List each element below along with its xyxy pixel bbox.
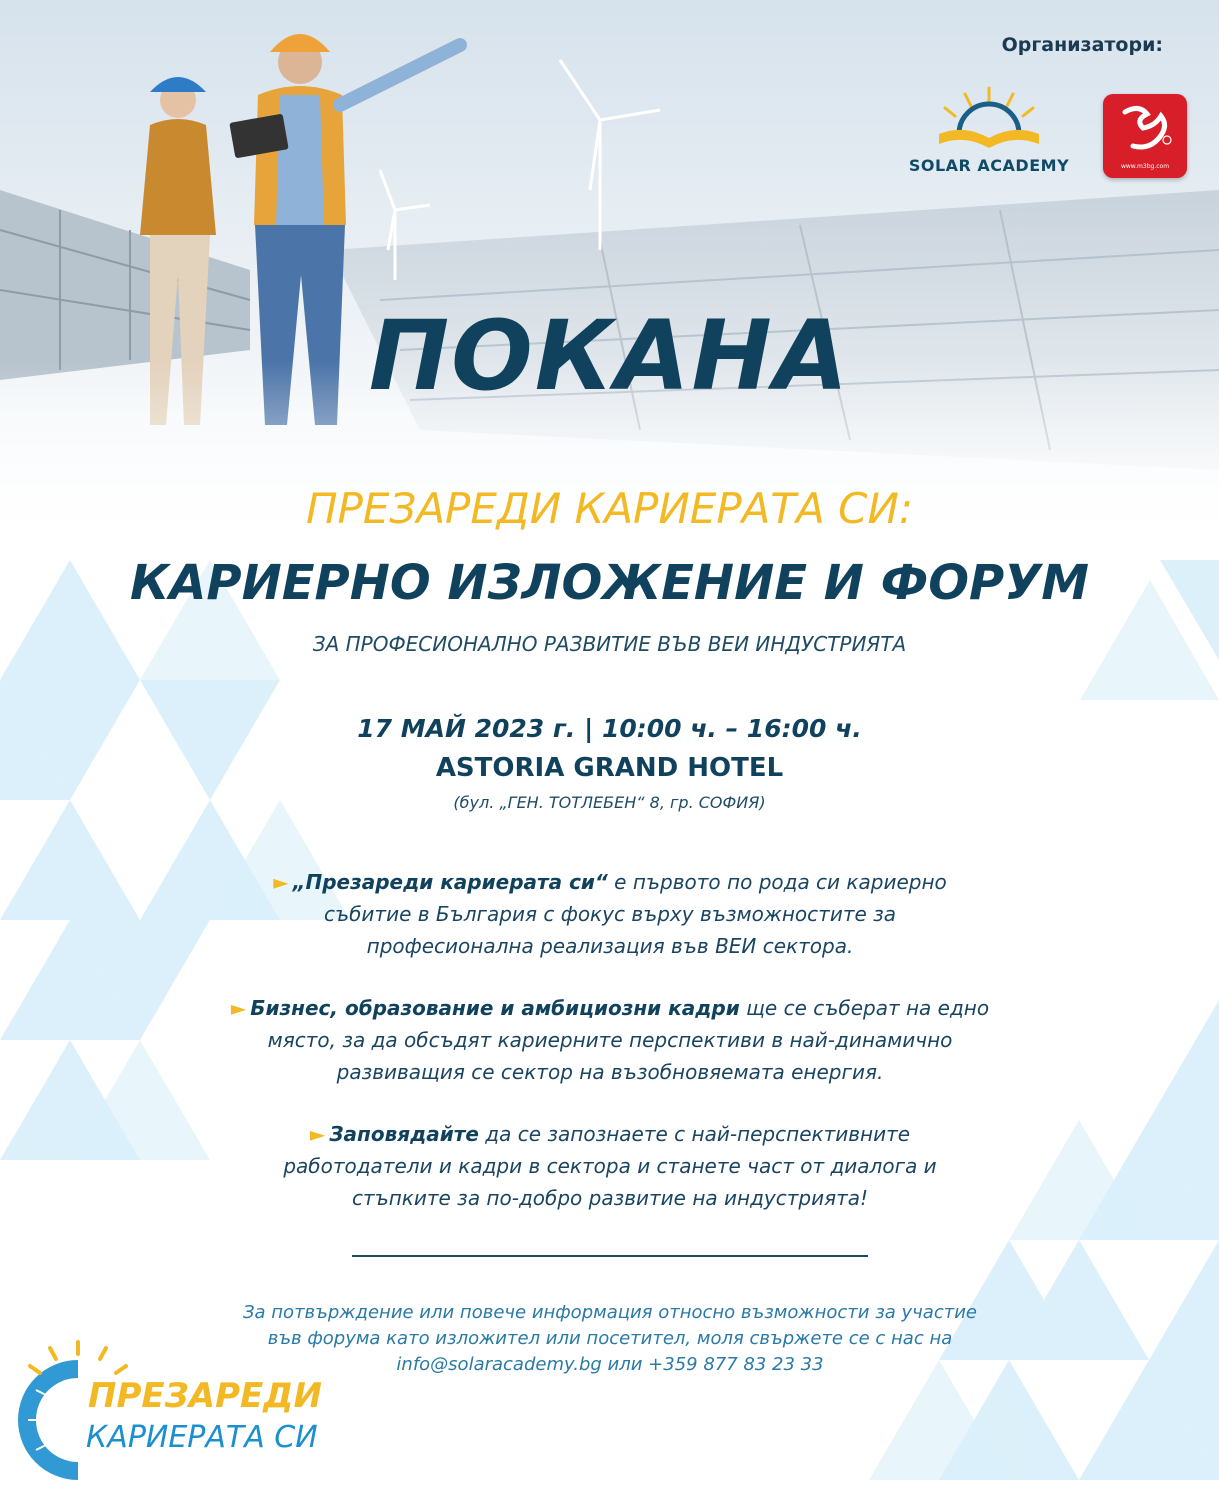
paragraph-about [170,866,1050,962]
paragraph-text: работодатели и кадри в сектора и станете част от диалога и [283,1154,937,1178]
paragraph-audience [170,992,1050,1088]
paragraph-bold: Заповядайте [329,1122,479,1146]
solar-academy-logo [905,82,1073,182]
headline-primary: ПРЕЗАРЕДИ КАРИЕРАТА СИ: [305,484,914,533]
paragraph-text: стъпките за по-добро развитие на индустрията! [351,1186,869,1210]
paragraph-text: развиващия се сектор на възобновяемата енергия. [336,1060,884,1084]
m3-logo [1103,94,1187,178]
paragraph-text: да се запознаете с най-перспективните [478,1122,911,1146]
organizers-title: Организатори: [1001,34,1163,56]
solar-academy-label: SOLAR ACADEMY [908,156,1070,175]
paragraph-text: професионална реализация във ВЕИ сектора. [366,934,854,958]
arrow-bullet-icon: ► [273,870,289,894]
contact-line: във форума като изложител или посетител, моля свържете се с нас на [267,1328,953,1349]
event-logo-line2: КАРИЕРАТА СИ [86,1420,318,1455]
contact-line: За потвърждение или повече информация относно възможности за участие [243,1302,977,1323]
paragraph-text: място, за да обсъдят кариерните перспективи в най-динамично [267,1028,953,1052]
event-address: (бул. „ГЕН. ТОТЛЕБЕН“ 8, гр. СОФИЯ) [453,793,766,812]
headline-secondary: КАРИЕРНО ИЗЛОЖЕНИЕ И ФОРУМ [130,555,1089,611]
subheadline: ЗА ПРОФЕСИОНАЛНО РАЗВИТИЕ ВЪВ ВЕИ ИНДУСТРИЯТА [312,632,907,656]
paragraph-text: ще се съберат на едно [739,996,990,1020]
divider-line [352,1255,868,1257]
m3-url: www.m3bg.com [1120,163,1170,170]
event-venue: ASTORIA GRAND HOTEL [435,753,784,783]
event-logo [18,1340,328,1490]
arrow-bullet-icon: ► [309,1122,326,1146]
arrow-bullet-icon: ► [230,996,247,1020]
paragraph-text: събитие в България с фокус върху възможностите за [323,902,897,926]
paragraph-bold: „Презареди кариерата си“ [292,870,608,894]
sun-book-icon [905,82,1073,156]
invite-title: ПОКАНА [368,300,851,412]
event-datetime: 17 МАЙ 2023 г. | 10:00 ч. – 16:00 ч. [357,714,862,743]
paragraph-text: е първото по рода си кариерно [607,870,947,894]
event-logo-line1: ПРЕЗАРЕДИ [88,1376,322,1416]
paragraph-welcome [170,1118,1050,1214]
contact-email-phone[interactable]: info@solaracademy.bg или +359 877 83 23 33 [396,1354,824,1375]
m3-mark-icon [1103,94,1187,164]
paragraph-bold: Бизнес, образование и амбициозни кадри [250,996,740,1020]
